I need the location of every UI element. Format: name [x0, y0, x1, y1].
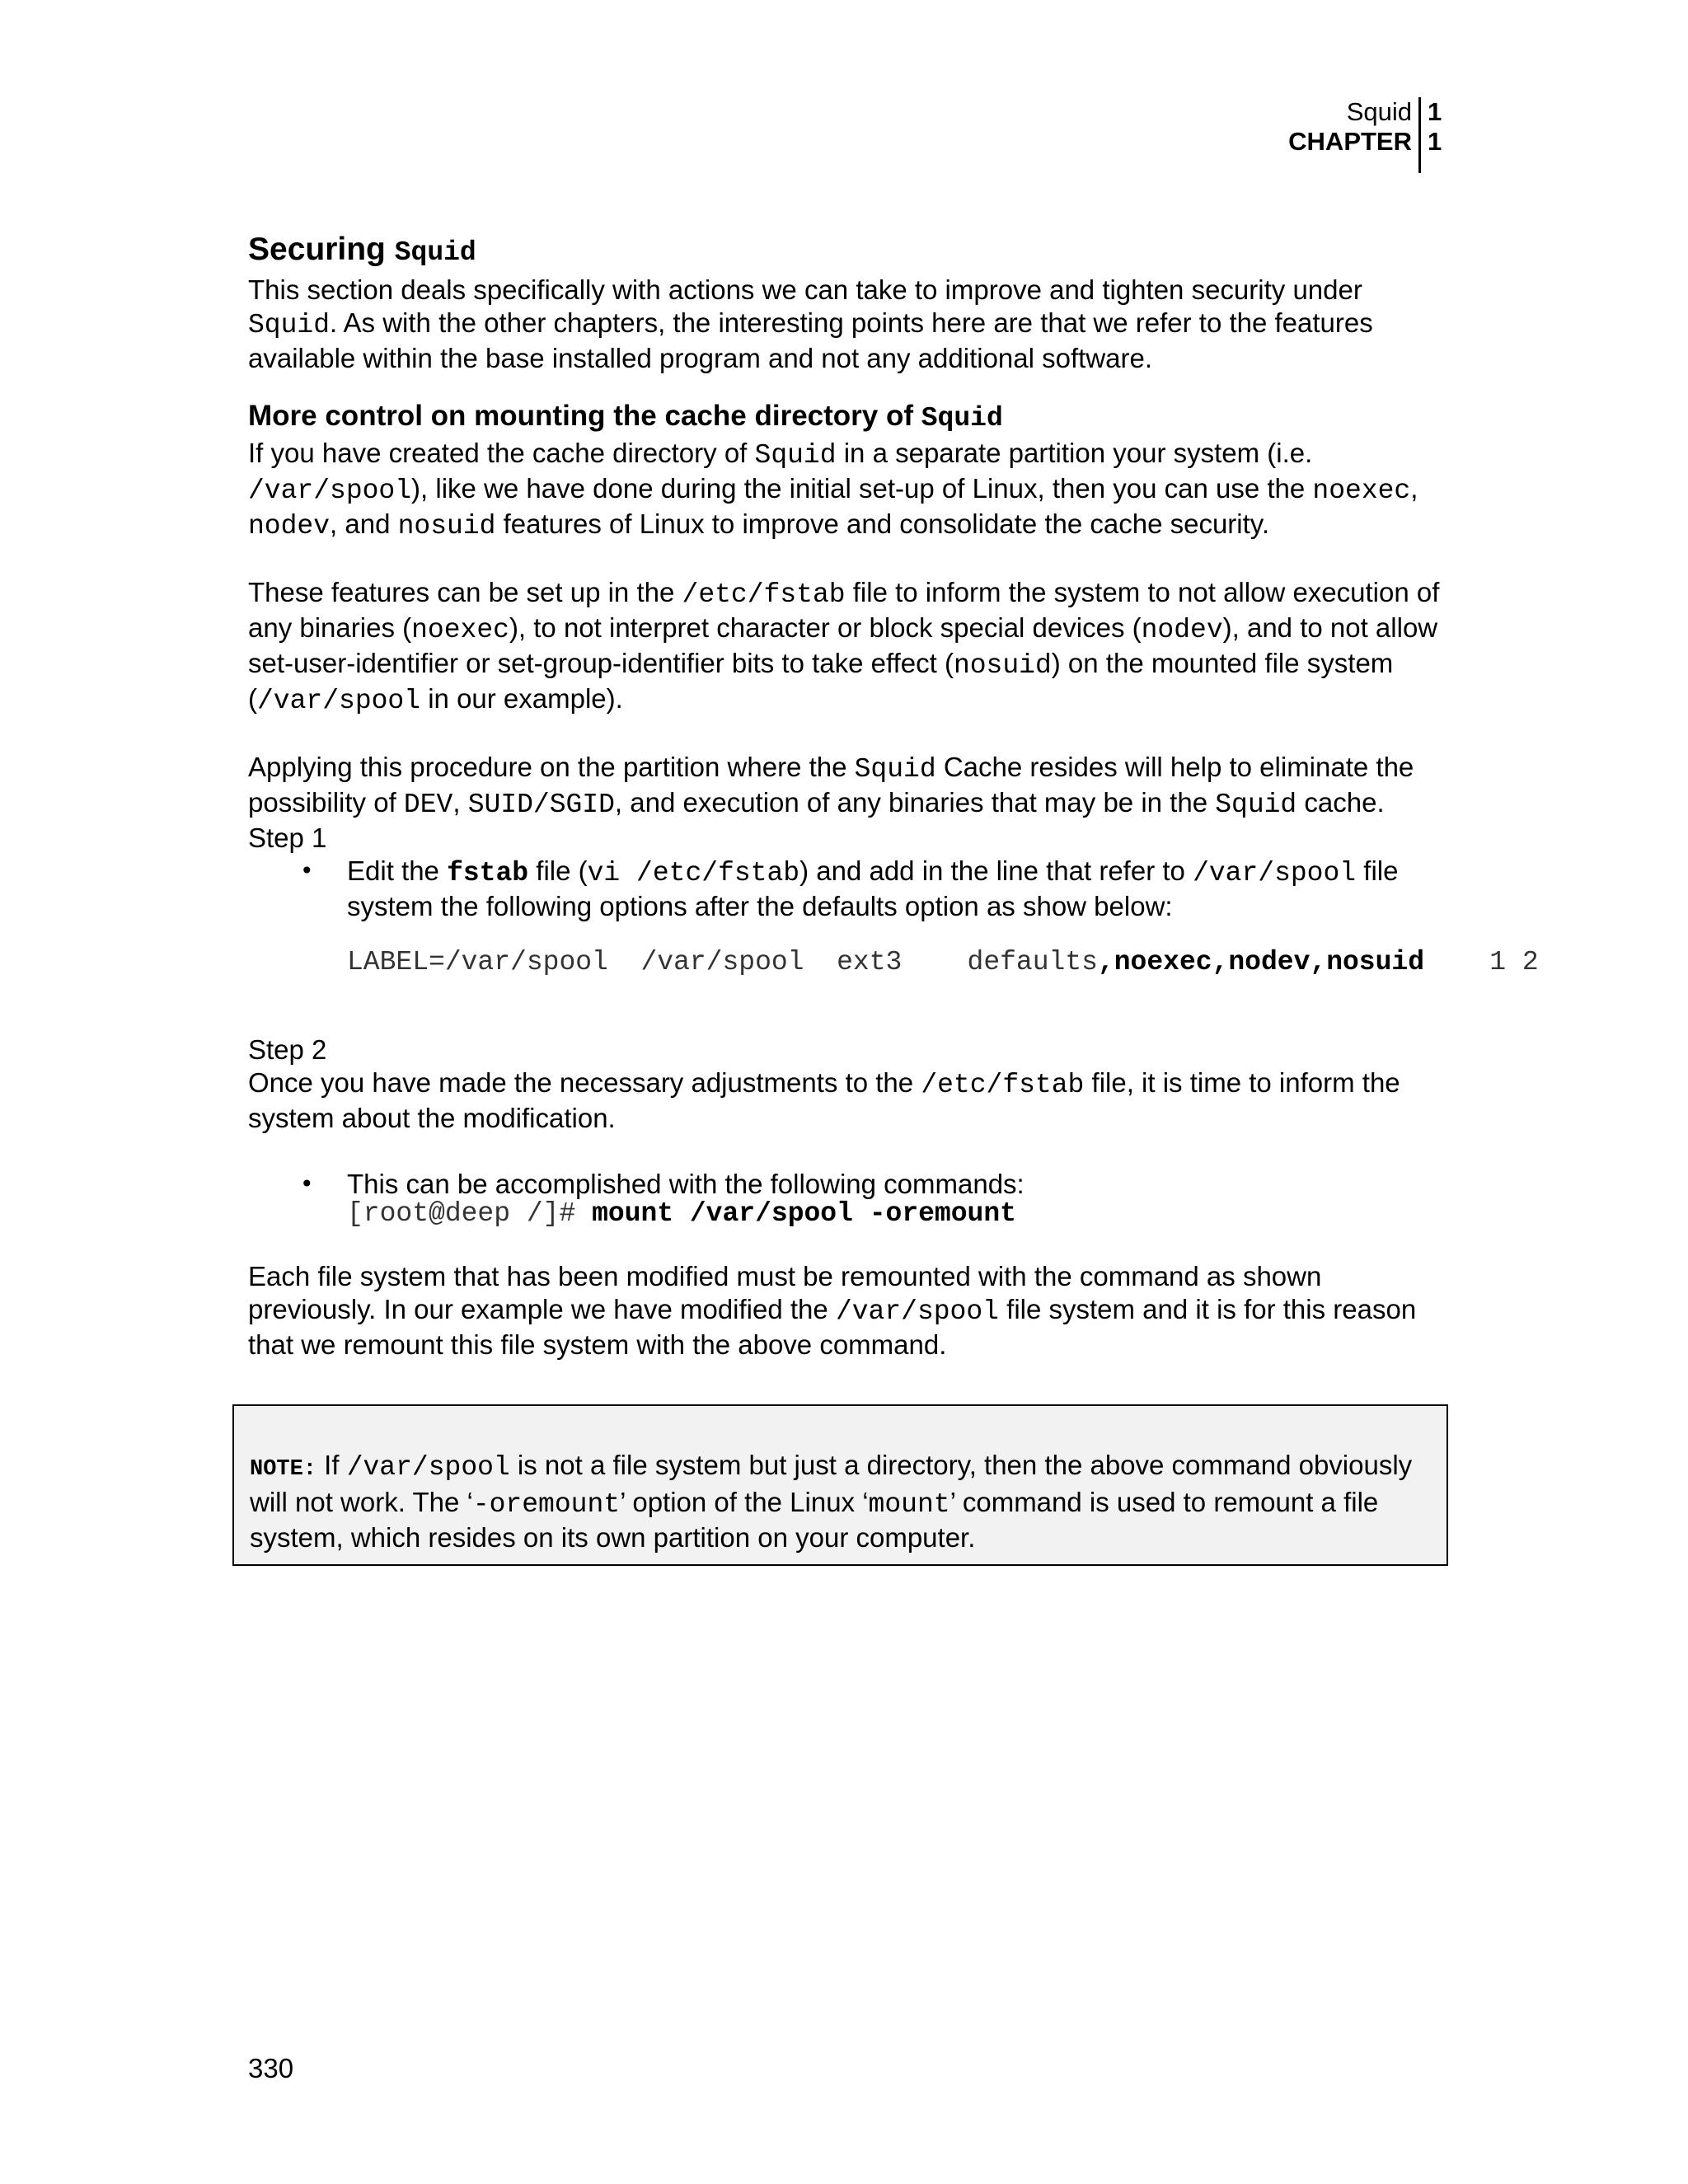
header-chapter-label: CHAPTER [1288, 127, 1421, 173]
step-1-list [248, 855, 1451, 923]
step-2-list [248, 1168, 1451, 1201]
section-title: Securing Squid [248, 232, 476, 268]
page-content [248, 229, 1539, 1361]
paragraph-fstab-features: These features can be set up in the /etc/fstab file to inform the system to not allow execution of any binaries (noexec), to not interpret character or block special devices (nodev), and to not allow set-user-identifier or set-group-identifier bits to take effect (nosuid) on the mounted file system (/var/spool in our example). [248, 577, 1440, 716]
header-number: 1 [1428, 97, 1442, 126]
paragraph-applying-procedure: Applying this procedure on the partition where the Squid Cache resides will help to eliminate the possibility of DEV, SUID/SGID, and execution of any binaries that may be in the Squid cache. [248, 752, 1414, 820]
header-title: Squid [1347, 97, 1421, 127]
running-header [1288, 97, 1444, 173]
shell-prompt: [root@deep /]# [347, 1198, 593, 1229]
note-box: NOTE: If /var/spool is not a file system but just a directory, then the above command obviously will not work. The ‘-oremount’ option of the Linux ‘mount’ command is used to remount a file system, which resides on its own partition on your computer. [232, 1404, 1448, 1566]
subsection-title: More control on mounting the cache directory of Squid [248, 400, 1003, 434]
step-2-label: Step 2 [248, 1034, 327, 1065]
step-1-label: Step 1 [248, 823, 327, 853]
paragraph-remount-explanation: Each file system that has been modified must be remounted with the command as shown previously. In our example we have modified the /var/spool file system and it is for this reason that we remount this file system with the above command. [248, 1261, 1417, 1360]
section-intro: This section deals specifically with actions we can take to improve and tighten security under Squid. As with the other chapters, the interesting points here are that we refer to the features available within the base installed program and not any additional software. [248, 274, 1373, 373]
header-chapter-number: 1 [1428, 127, 1442, 156]
paragraph-inform-system: Once you have made the necessary adjustments to the /etc/fstab file, it is time to inform the system about the modification. [248, 1067, 1400, 1133]
list-item: • This can be accomplished with the following commands: [347, 1168, 1451, 1201]
command-text: mount /var/spool -oremount [592, 1198, 1016, 1229]
fstab-code-line: LABEL=/var/spool /var/spool ext3 defaults,noexec,nodev,nosuid 1 2 [347, 947, 1539, 977]
list-item: • Edit the fstab file (vi /etc/fstab) and add in the line that refer to /var/spool file system the following options after the defaults option as show below: [347, 855, 1451, 923]
paragraph-cache-partition: If you have created the cache directory of Squid in a separate partition your system (i.e. /var/spool), like we have done during the initial set-up of Linux, then you can use the noexec, nodev, and nosuid features of Linux to improve and consolidate the cache security. [248, 438, 1418, 541]
note-label: NOTE: [250, 1457, 317, 1482]
page-number: 330 [248, 2053, 294, 2083]
remount-command [347, 1198, 1451, 1229]
